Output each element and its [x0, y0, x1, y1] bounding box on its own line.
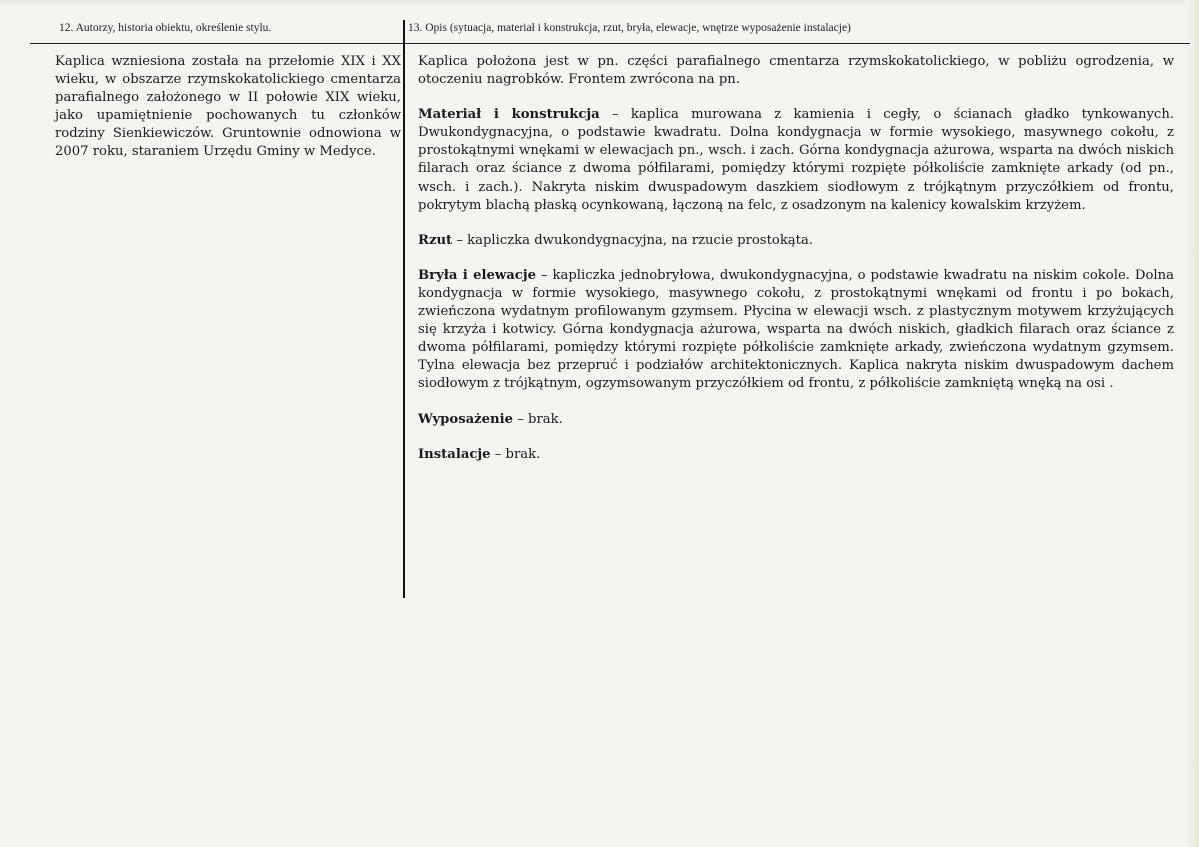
material-text: – kaplica murowana z kamienia i cegły, o ścianach gładko tynkowanych. Dwukondygnacyjna, o podstawie kwadratu. Dolna kondygnacja w formie wysokiego, masywnego cokołu, z prostokątnymi wnękami w elewacjach pn., wsch. i zach. Górna kondygnacja ażurowa, wsparta na dwóch niskich filarach oraz ściance z dwoma półfilarami, pomiędzy którymi rozpięte półkoliście zamknięte arkady (od pn., wsch. i zach.). Nakryta niskim dwuspadowym daszkiem siodłowym z trójkątnym przyczółkiem od frontu, pokrytym blachą płaską ocynkowaną, łączoną na felc, z osadzonym na kalenicy kowalskim krzyżem. [418, 107, 1175, 213]
instalacje-paragraph [418, 446, 1174, 464]
bryla-label: Bryła i elewacje [418, 267, 536, 283]
wyposazenie-text: – brak. [513, 411, 563, 427]
scan-edge-right [1185, 0, 1199, 847]
section-12 [55, 20, 401, 162]
instalacje-text: – brak. [490, 446, 541, 462]
instalacje-label: Instalacje [418, 446, 491, 462]
wyposazenie-label: Wyposażenie [418, 411, 514, 427]
column-divider [403, 20, 405, 598]
bryla-text: – kapliczka jednobryłowa, dwukondygnacyjna, o podstawie kwadratu na niskim cokole. Dolna kondygnacja w formie wysokiego, masywnego cokołu, z prostokątnymi wnękami od frontu i po bokach, zwieńczona wydatnym profilowanym gzymsem. Płycina w elewacji wsch. z plastycznym motywem krzyżujących się krzyża i kotwicy. Górna kondygnacja ażurowa, wsparta na dwóch niskich, gładkich filarach oraz ściance z dwoma półfilarami, pomiędzy którymi rozpięte półkoliście zamknięte arkady, zwieńczona wydatnym gzymsem. Tylna elewacja bez przepruć i podziałów architektonicznych. Kaplica nakryta niskim dwuspadowym dachem siodłowym z trójkątnym, ogzymsowanym przyczółkiem od frontu, z półkoliście zamkniętą wnęką na osi . [418, 267, 1174, 392]
rzut-label: Rzut [418, 232, 453, 248]
scan-edge-top [0, 0, 1199, 6]
section-12-header: 12. Autorzy, historia obiektu, określenie stylu. [59, 22, 272, 34]
rzut-paragraph [418, 232, 1174, 250]
wyposazenie-paragraph [418, 411, 1174, 429]
intro-paragraph: Kaplica położona jest w pn. części parafialnego cmentarza rzymskokatolickiego, w pobliżu ogrodzenia, w otoczeniu nagrobków. Frontem zwrócona na pn. [418, 54, 1174, 88]
material-label: Materiał i konstrukcja [418, 107, 600, 123]
material-paragraph [418, 106, 1174, 215]
section-13-header: 13. Opis (sytuacja, materiał i konstrukcja, rzut, bryła, elewacje, wnętrze wyposażenie instalacje) [408, 22, 851, 34]
rzut-text: – kapliczka dwukondygnacyjna, na rzucie prostokąta. [452, 232, 814, 248]
section-13 [408, 20, 1175, 464]
bryla-paragraph [418, 267, 1174, 394]
section-12-body: Kaplica wzniesiona została na przełomie XIX i XX wieku, w obszarze rzymskokatolickiego cmentarza parafialnego założonego w II połowie XIX wieku, jako upamiętnienie pochowanych tu członków rodziny Sienkiewiczów. Gruntownie odnowiona w 2007 roku, staraniem Urzędu Gminy w Medyce. [55, 54, 401, 160]
